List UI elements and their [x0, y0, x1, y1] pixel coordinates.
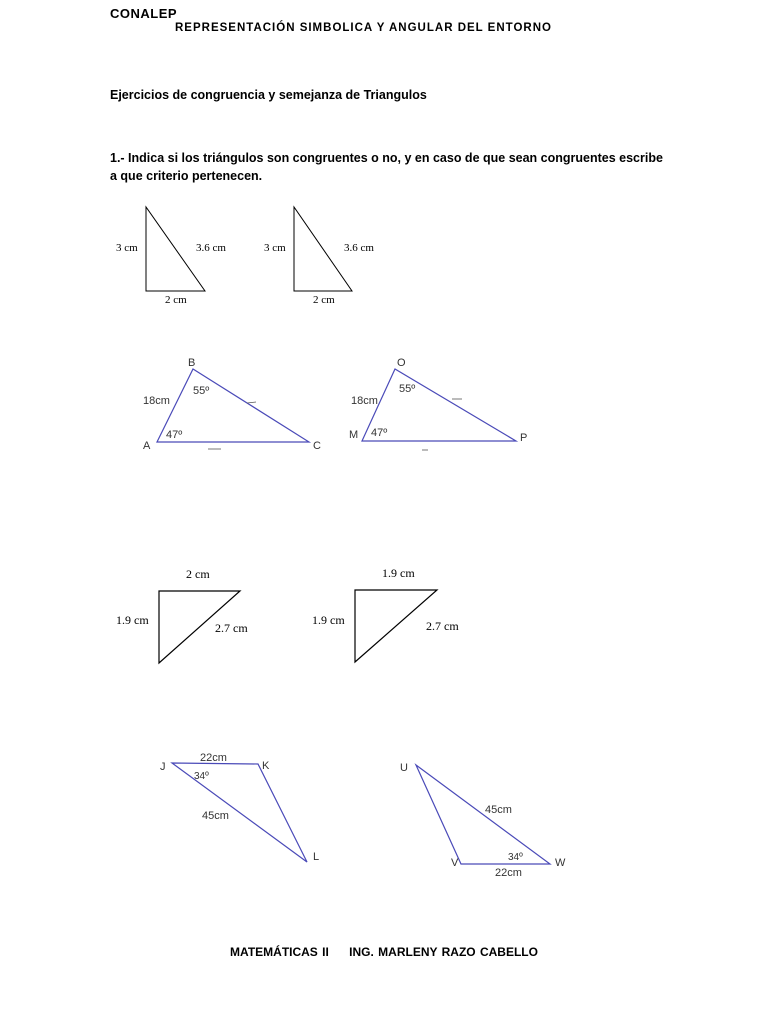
- institution-name: CONALEP: [110, 6, 178, 21]
- page-footer: [0, 945, 768, 959]
- vertex-label: V: [451, 857, 459, 869]
- triangle-pair-2: [143, 357, 527, 452]
- triangle-pair-3: [116, 566, 459, 663]
- label-hyp: 3.6 cm: [344, 242, 374, 254]
- triangle-4-left: [172, 763, 307, 862]
- label-base: 2 cm: [165, 294, 187, 306]
- triangle-3-right: [355, 590, 437, 662]
- vertex-label: C: [313, 440, 321, 452]
- vertex-label: O: [397, 357, 406, 369]
- triangle-4-right: [416, 765, 550, 864]
- vertex-label: M: [349, 429, 359, 441]
- vertex-label: P: [520, 432, 528, 444]
- side-label: 2.7 cm: [215, 621, 248, 635]
- side-label: 18cm: [351, 395, 378, 407]
- side-label: 1.9 cm: [116, 613, 149, 627]
- vertex-label: K: [262, 760, 270, 772]
- vertex-label: B: [188, 357, 196, 369]
- exercise-instruction: 1.- Indica si los triángulos son congruentes o no, y en caso de que sean congruentes escribe a que criterio pertenecen.: [110, 151, 663, 183]
- label-hyp: 3.6 cm: [196, 242, 226, 254]
- tick-mark: [247, 402, 256, 403]
- angle-label: 34º: [508, 852, 523, 863]
- side-label: 1.9 cm: [312, 613, 345, 627]
- side-label: 22cm: [495, 867, 522, 879]
- label-side: 3 cm: [264, 242, 286, 254]
- label-base: 2 cm: [313, 294, 335, 306]
- section-title: Ejercicios de congruencia y semejanza de Triangulos: [110, 88, 427, 102]
- side-label: 45cm: [202, 810, 229, 822]
- footer-subject: MATEMÁTICAS II: [230, 945, 329, 959]
- angle-label: 55º: [399, 383, 416, 395]
- course-title: REPRESENTACIÓN SIMBOLICA Y ANGULAR DEL ENTORNO: [175, 22, 552, 34]
- vertex-label: J: [160, 761, 166, 773]
- angle-label: 47º: [371, 427, 388, 439]
- side-label: 2.7 cm: [426, 619, 459, 633]
- side-label: 18cm: [143, 395, 170, 407]
- vertex-label: W: [555, 857, 566, 869]
- side-label: 1.9 cm: [382, 566, 415, 580]
- label-side: 3 cm: [116, 242, 138, 254]
- angle-label: 55º: [193, 385, 210, 397]
- footer-teacher: ING. MARLENY RAZO CABELLO: [349, 945, 538, 959]
- vertex-label: U: [400, 762, 408, 774]
- vertex-label: A: [143, 440, 151, 452]
- angle-label: 47º: [166, 429, 183, 441]
- triangle-pair-4: [160, 752, 566, 879]
- angle-label: 34º: [194, 771, 209, 782]
- triangle-pair-1: [116, 207, 374, 306]
- side-label: 45cm: [485, 804, 512, 816]
- side-label: 2 cm: [186, 567, 210, 581]
- side-label: 22cm: [200, 752, 227, 764]
- vertex-label: L: [313, 851, 320, 863]
